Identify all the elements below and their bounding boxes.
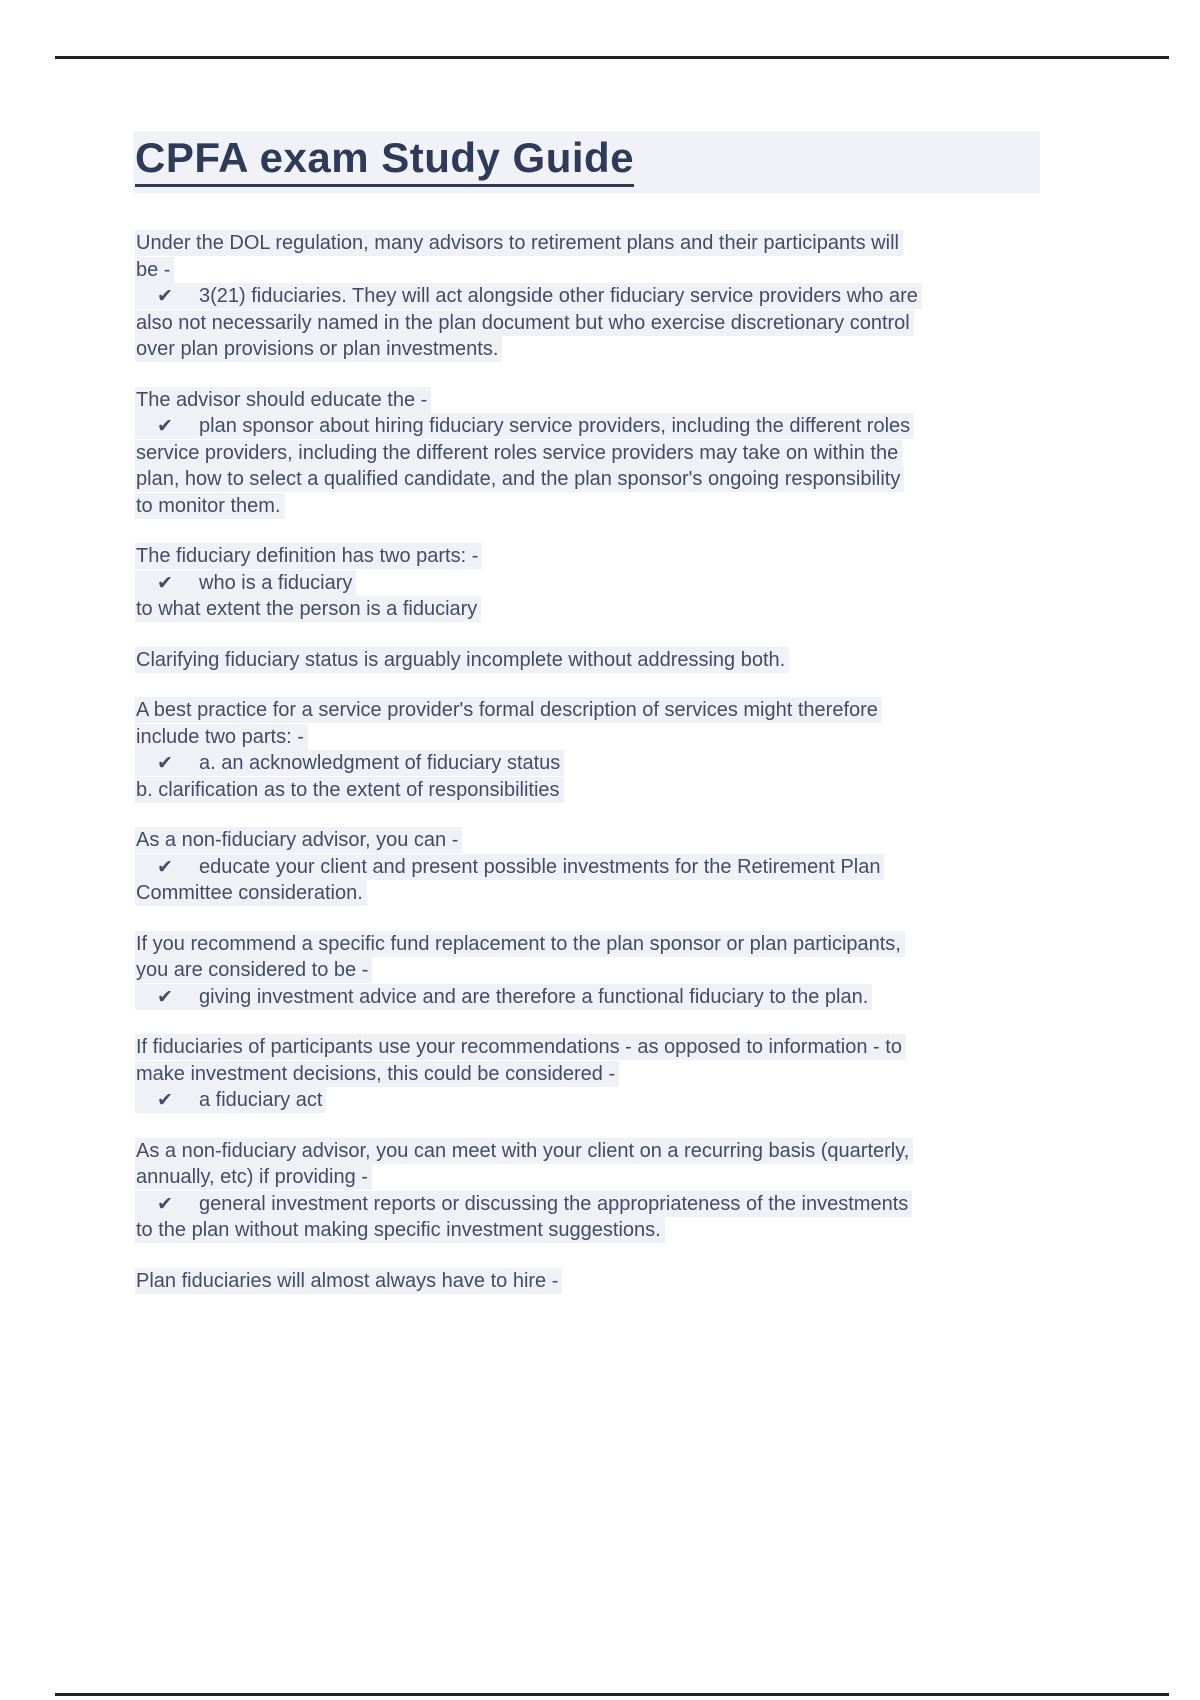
line-text: be - bbox=[136, 258, 171, 281]
line-text: include two parts: - bbox=[136, 725, 304, 748]
highlighted-text bbox=[135, 543, 482, 569]
highlighted-text bbox=[135, 1191, 912, 1217]
text-line bbox=[135, 466, 1080, 493]
line-text: If you recommend a specific fund replacement to the plan sponsor or plan participants, bbox=[136, 932, 901, 955]
text-line bbox=[135, 984, 1080, 1011]
highlighted-text bbox=[135, 1164, 372, 1190]
text-line bbox=[135, 777, 1080, 804]
text-line bbox=[135, 931, 1080, 958]
text-line bbox=[135, 543, 1080, 570]
line-text: The fiduciary definition has two parts: - bbox=[136, 545, 479, 567]
qa-block bbox=[135, 1034, 1080, 1114]
qa-block bbox=[135, 647, 1080, 674]
text-line bbox=[135, 1217, 1080, 1244]
line-text: As a non-fiduciary advisor, you can - bbox=[136, 829, 459, 851]
line-text: service providers, including the different roles service providers may take on within the bbox=[136, 441, 899, 464]
text-line bbox=[135, 647, 1080, 674]
text-line bbox=[135, 387, 1080, 414]
highlighted-text bbox=[135, 440, 902, 466]
text-line bbox=[135, 750, 1080, 777]
line-text: If fiduciaries of participants use your recommendations - as opposed to information - to bbox=[136, 1036, 902, 1058]
highlighted-text bbox=[135, 1061, 619, 1087]
line-text: educate your client and present possible investments for the Retirement Plan bbox=[199, 855, 881, 878]
line-text: a. an acknowledgment of fiduciary status bbox=[199, 752, 561, 774]
highlighted-text bbox=[135, 310, 914, 336]
qa-block bbox=[135, 1268, 1080, 1295]
line-text: to the plan without making specific investment suggestions. bbox=[136, 1219, 661, 1241]
text-line bbox=[135, 724, 1080, 751]
text-line bbox=[135, 310, 1080, 337]
text-line bbox=[135, 440, 1080, 467]
highlighted-text bbox=[135, 596, 481, 622]
qa-block bbox=[135, 931, 1080, 1011]
highlighted-text bbox=[135, 697, 882, 723]
qa-block bbox=[135, 230, 1080, 363]
highlighted-text bbox=[135, 230, 903, 256]
text-line bbox=[135, 1164, 1080, 1191]
text-line bbox=[135, 1268, 1080, 1295]
bottom-horizontal-rule bbox=[55, 1693, 1169, 1696]
text-line bbox=[135, 493, 1080, 520]
line-text: also not necessarily named in the plan document but who exercise discretionary control bbox=[136, 311, 910, 334]
highlighted-text bbox=[135, 931, 905, 957]
highlighted-text bbox=[135, 466, 904, 492]
highlighted-text bbox=[135, 724, 308, 750]
highlighted-text bbox=[135, 750, 564, 776]
highlighted-text bbox=[135, 880, 367, 906]
highlighted-text bbox=[135, 1087, 326, 1113]
line-text: who is a fiduciary bbox=[199, 571, 353, 594]
highlighted-text bbox=[135, 957, 372, 983]
checkmark-icon: ✔ bbox=[157, 286, 173, 307]
highlighted-text bbox=[135, 777, 564, 803]
page-title: CPFA exam Study Guide bbox=[135, 134, 634, 187]
text-line bbox=[135, 257, 1080, 284]
line-text: Committee consideration. bbox=[136, 882, 363, 904]
line-text: a fiduciary act bbox=[199, 1089, 323, 1111]
text-line bbox=[135, 230, 1080, 257]
line-text: general investment reports or discussing the appropriateness of the investments bbox=[199, 1192, 909, 1215]
highlighted-text bbox=[135, 984, 872, 1010]
line-text: make investment decisions, this could be considered - bbox=[136, 1062, 616, 1085]
highlighted-text bbox=[135, 854, 884, 880]
line-text: Clarifying fiduciary status is arguably incomplete without addressing both. bbox=[136, 648, 786, 671]
line-text: b. clarification as to the extent of responsibilities bbox=[136, 778, 560, 801]
line-text: plan sponsor about hiring fiduciary service providers, including the different roles bbox=[199, 415, 911, 437]
checkmark-icon: ✔ bbox=[157, 1090, 173, 1111]
checkmark-icon: ✔ bbox=[157, 572, 173, 594]
highlighted-text bbox=[135, 1138, 913, 1164]
highlighted-text bbox=[135, 647, 789, 673]
highlighted-text bbox=[135, 570, 356, 596]
line-text: giving investment advice and are therefore a functional fiduciary to the plan. bbox=[199, 985, 869, 1008]
text-line bbox=[135, 413, 1080, 440]
text-line bbox=[135, 1138, 1080, 1165]
line-text: annually, etc) if providing - bbox=[136, 1166, 368, 1188]
highlighted-text bbox=[135, 1034, 906, 1060]
text-line bbox=[135, 1061, 1080, 1088]
qa-block bbox=[135, 697, 1080, 803]
line-text: Plan fiduciaries will almost always have to hire - bbox=[136, 1269, 559, 1292]
text-line bbox=[135, 283, 1080, 310]
line-text: you are considered to be - bbox=[136, 959, 369, 981]
highlighted-text bbox=[135, 283, 922, 309]
highlighted-text bbox=[135, 387, 431, 413]
highlighted-text bbox=[135, 257, 174, 283]
checkmark-icon: ✔ bbox=[157, 416, 173, 437]
text-line bbox=[135, 1034, 1080, 1061]
line-text: A best practice for a service provider's formal description of services might therefore bbox=[136, 699, 878, 721]
text-line bbox=[135, 1191, 1080, 1218]
line-text: Under the DOL regulation, many advisors to retirement plans and their participants will bbox=[136, 232, 899, 254]
text-line bbox=[135, 570, 1080, 597]
highlighted-text bbox=[135, 413, 914, 439]
line-text: As a non-fiduciary advisor, you can meet with your client on a recurring basis (quarterly, bbox=[136, 1139, 910, 1162]
checkmark-icon: ✔ bbox=[157, 986, 173, 1008]
text-line bbox=[135, 336, 1080, 363]
line-text: to monitor them. bbox=[136, 494, 281, 517]
highlighted-text bbox=[135, 1268, 562, 1294]
line-text: 3(21) fiduciaries. They will act alongside other fiduciary service providers who are bbox=[199, 285, 918, 307]
highlighted-text bbox=[135, 827, 462, 853]
highlighted-text bbox=[135, 336, 502, 362]
top-horizontal-rule bbox=[55, 56, 1169, 59]
text-line bbox=[135, 854, 1080, 881]
qa-block bbox=[135, 1138, 1080, 1244]
text-line bbox=[135, 596, 1080, 623]
content-area bbox=[135, 230, 1080, 1318]
line-text: to what extent the person is a fiduciary bbox=[136, 598, 478, 620]
line-text: plan, how to select a qualified candidate, and the plan sponsor's ongoing responsibility bbox=[136, 468, 901, 490]
qa-block bbox=[135, 543, 1080, 623]
line-text: The advisor should educate the - bbox=[136, 388, 428, 411]
highlighted-text bbox=[135, 493, 285, 519]
checkmark-icon: ✔ bbox=[157, 856, 173, 878]
title-highlight-band bbox=[133, 131, 1040, 193]
checkmark-icon: ✔ bbox=[157, 1193, 173, 1215]
line-text: over plan provisions or plan investments. bbox=[136, 338, 499, 360]
checkmark-icon: ✔ bbox=[157, 753, 173, 774]
text-line bbox=[135, 1087, 1080, 1114]
text-line bbox=[135, 827, 1080, 854]
text-line bbox=[135, 880, 1080, 907]
qa-block bbox=[135, 387, 1080, 520]
highlighted-text bbox=[135, 1217, 665, 1243]
text-line bbox=[135, 697, 1080, 724]
text-line bbox=[135, 957, 1080, 984]
qa-block bbox=[135, 827, 1080, 907]
